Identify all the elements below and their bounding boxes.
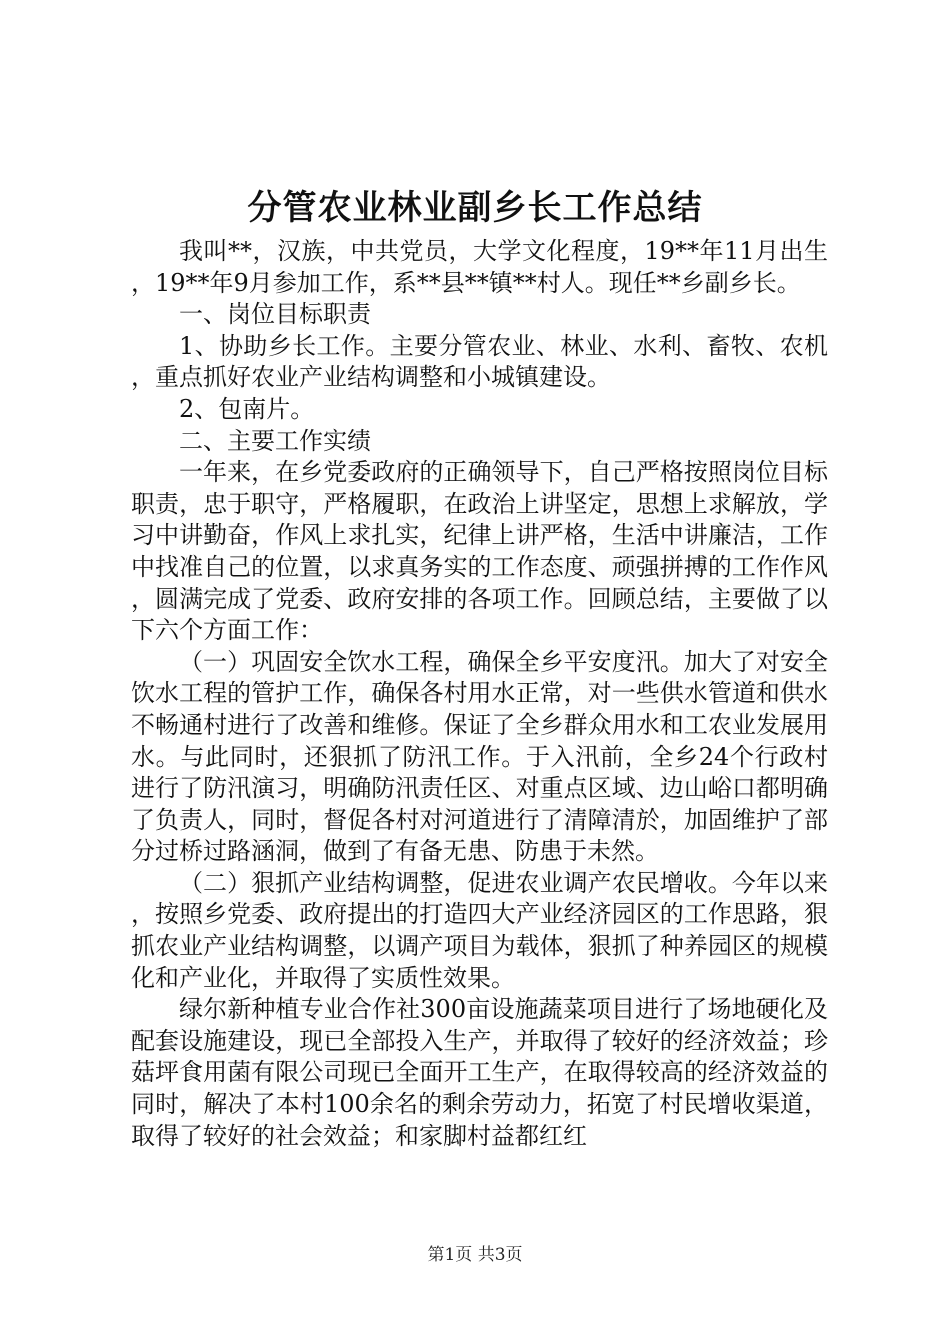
- paragraph-intro: 我叫**，汉族，中共党员，大学文化程度，19**年11月出生，19**年9月参加工作，系**县**镇**村人。现任**乡副乡长。: [131, 237, 828, 297]
- page-footer: 第1页 共3页: [427, 1245, 523, 1265]
- paragraph-projects: 绿尔新种植专业合作社300亩设施蔬菜项目进行了场地硬化及配套设施建设，现已全部投入生产，并取得了较好的经济效益；珍菇坪食用菌有限公司现已全面开工生产，在取得较高的经济效益的同时，解决了本村100余名的剩余劳动力，拓宽了村民增收渠道，取得了较好的社会效益；和家脚村益都红红: [131, 995, 828, 1150]
- paragraph-duty-1: 1、协助乡长工作。主要分管农业、林业、水利、畜牧、农机，重点抓好农业产业结构调整和小城镇建设。: [131, 331, 828, 392]
- section-heading-achievements: 二、主要工作实绩: [179, 426, 371, 455]
- document-body: [131, 236, 828, 1152]
- paragraph-item-2: （二）狠抓产业结构调整，促进农业调产农民增收。今年以来，按照乡党委、政府提出的打造四大产业经济园区的工作思路，狠抓农业产业结构调整，以调产项目为载体，狠抓了种养园区的规模化和产业化，并取得了实质性效果。: [131, 868, 828, 992]
- paragraph-item-1: （一）巩固安全饮水工程，确保全乡平安度汛。加大了对安全饮水工程的管护工作，确保各村用水正常，对一些供水管道和供水不畅通村进行了改善和维修。保证了全乡群众用水和工农业发展用水。与此同时，还狠抓了防汛工作。于入汛前，全乡24个行政村进行了防汛演习，明确防汛责任区、对重点区域、边山峪口都明确了负责人，同时，督促各村对河道进行了清障清於，加固维护了部分过桥过路涵洞，做到了有备无患、防患于未然。: [131, 647, 828, 866]
- document-title: 分管农业林业副乡长工作总结: [247, 188, 703, 228]
- section-heading-duties: 一、岗位目标职责: [179, 300, 371, 329]
- paragraph-overview: 一年来，在乡党委政府的正确领导下，自己严格按照岗位目标职责，忠于职守，严格履职，在政治上讲坚定，思想上求解放，学习中讲勤奋，作风上求扎实，纪律上讲严格，生活中讲廉洁，工作中找准自己的位置，以求真务实的工作态度、顽强拼搏的工作作风，圆满完成了党委、政府安排的各项工作。回顾总结，主要做了以下六个方面工作：: [131, 458, 828, 645]
- paragraph-duty-2: 2、包南片。: [179, 394, 315, 423]
